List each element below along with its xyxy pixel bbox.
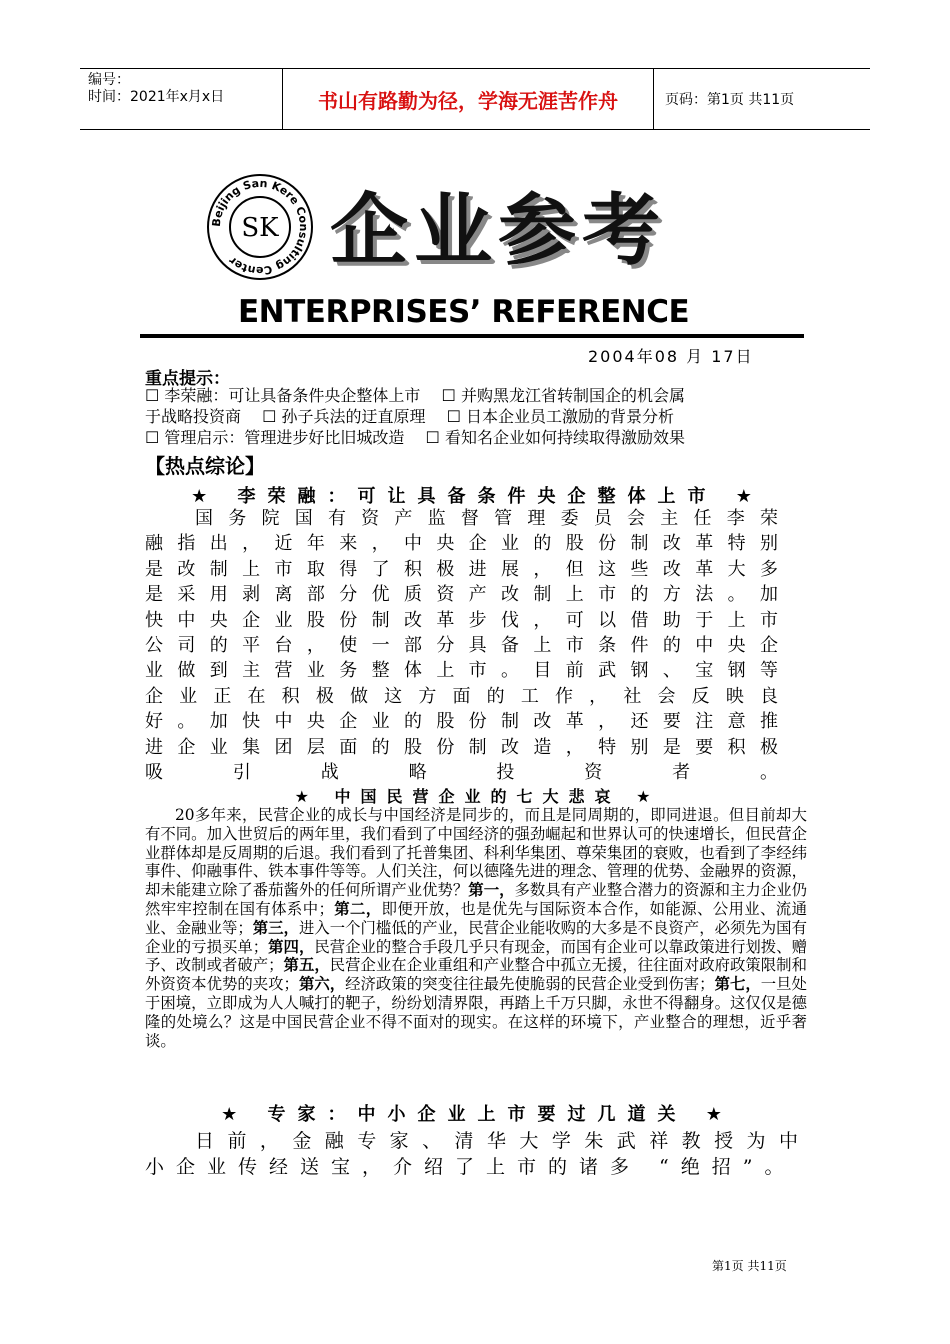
article-body: 20多年来，民营企业的成长与中国经济是同步的，而且是同周期的，即同进退。但目前却大有不同。加入世贸后的两年里，我们看到了中国经济的强劲崛起和世界认可的快速增长，但民营企业群体却是反周期的后退。我们看到了托普集团、科利华集团、尊荣集团的衰败，也看到了李经纬事件、仰融事件、铁本事件等等。人们关注，何以德隆先进的理念、管理的优势、金融界的资源，却未能建立除了番茄酱外的任何所谓产业优势？第一，多数具有产业整合潜力的资源和主力企业仍然牢牢控制在国有体系中；第二，即便开放，也是优先与国际资本合作，如能源、公用业、流通业、金融业等；第三，进入一个门槛低的产业，民营企业能收购的大多是不良资产，必须先为国有企业的亏损买单；第四，民营企业的整合手段几乎只有现金，而国有企业可以靠政策进行划拨、赠予、改制或者破产；第五，民营企业在企业重组和产业整合中孤立无援，往往面对政府政策限制和外资资本优势的夹攻；第六，经济政策的突变往往最先使脆弱的民营企业受到伤害；第七，一旦处于困境，立即成为人人喊打的靶子，纷纷划清界限，再踏上千万只脚，永世不得翻身。这仅仅是德隆的处境么？这是中国民营企业不得不面对的现实。在这样的环境下，产业整合的理想，近乎奢谈。 — [145, 806, 807, 1050]
article-heading: ★ 中国民营企业的七大悲哀 ★ — [294, 787, 661, 806]
logo-initials: SK — [241, 213, 279, 243]
highlights-title: 重点提示： — [145, 369, 230, 389]
article-heading: ★ 李荣融：可让具备条件央企整体上市 ★ — [191, 486, 764, 507]
page-header — [80, 68, 870, 130]
article-heading: ★ 专家：中小企业上市要过几道关 ★ — [221, 1104, 734, 1125]
issue-date: 2004年08 月 17日 — [588, 347, 754, 366]
header-motto: 书山有路勤为径，学海无涯苦作舟 — [282, 69, 654, 129]
highlight-line: ☐ 李荣融：可让具备条件央企整体上市 ☐ 并购黑龙江省转制国企的机会属 — [145, 386, 685, 405]
article-body: 国务院国有资产监督管理委员会主任李荣融指出，近年来，中央企业的股份制改革特别是改制上市取得了积极进展，但这些改革大多是采用剥离部分优质资产改制上市的方法。加快中央企业股份制改革步伐，可以借助于上市公司的平台，使一部分具备上市条件的中央企业做到主营业务整体上市。目前武钢、宝钢等企业正在积极做这方面的工作，社会反映良好。加快中央企业的股份制改革，还要注意推进企业集团层面的股份制改造，特别是要积极吸引战略投资者。 — [145, 508, 792, 784]
masthead-title: 企业参考 — [330, 186, 667, 276]
article-body: 日前，金融专家、清华大学朱武祥教授为中小企业传经送宝，介绍了上市的诸多 “绝招”。 — [145, 1130, 810, 1178]
page-footer: 第1页 共11页 — [712, 1259, 787, 1273]
section-title: 【热点综论】 — [145, 454, 265, 478]
masthead-rule — [140, 334, 804, 338]
logo-ring-text: Beijing San Kere Consulting Center — [209, 176, 311, 278]
header-meta — [88, 72, 283, 106]
highlight-line: 于战略投资商 ☐ 孙子兵法的迂直原理 ☐ 日本企业员工激励的背景分析 — [145, 407, 675, 426]
highlight-line: ☐ 管理启示：管理进步好比旧城改造 ☐ 看知名企业如何持续取得激励效果 — [145, 428, 685, 447]
header-page-info: 页码：第1页 共11页 — [665, 92, 795, 108]
number-label: 编号： — [88, 72, 130, 88]
masthead-subtitle: ENTERPRISES’ REFERENCE — [238, 294, 690, 330]
time-label: 时间：2021年x月x日 — [88, 89, 225, 105]
sk-logo — [205, 172, 315, 282]
